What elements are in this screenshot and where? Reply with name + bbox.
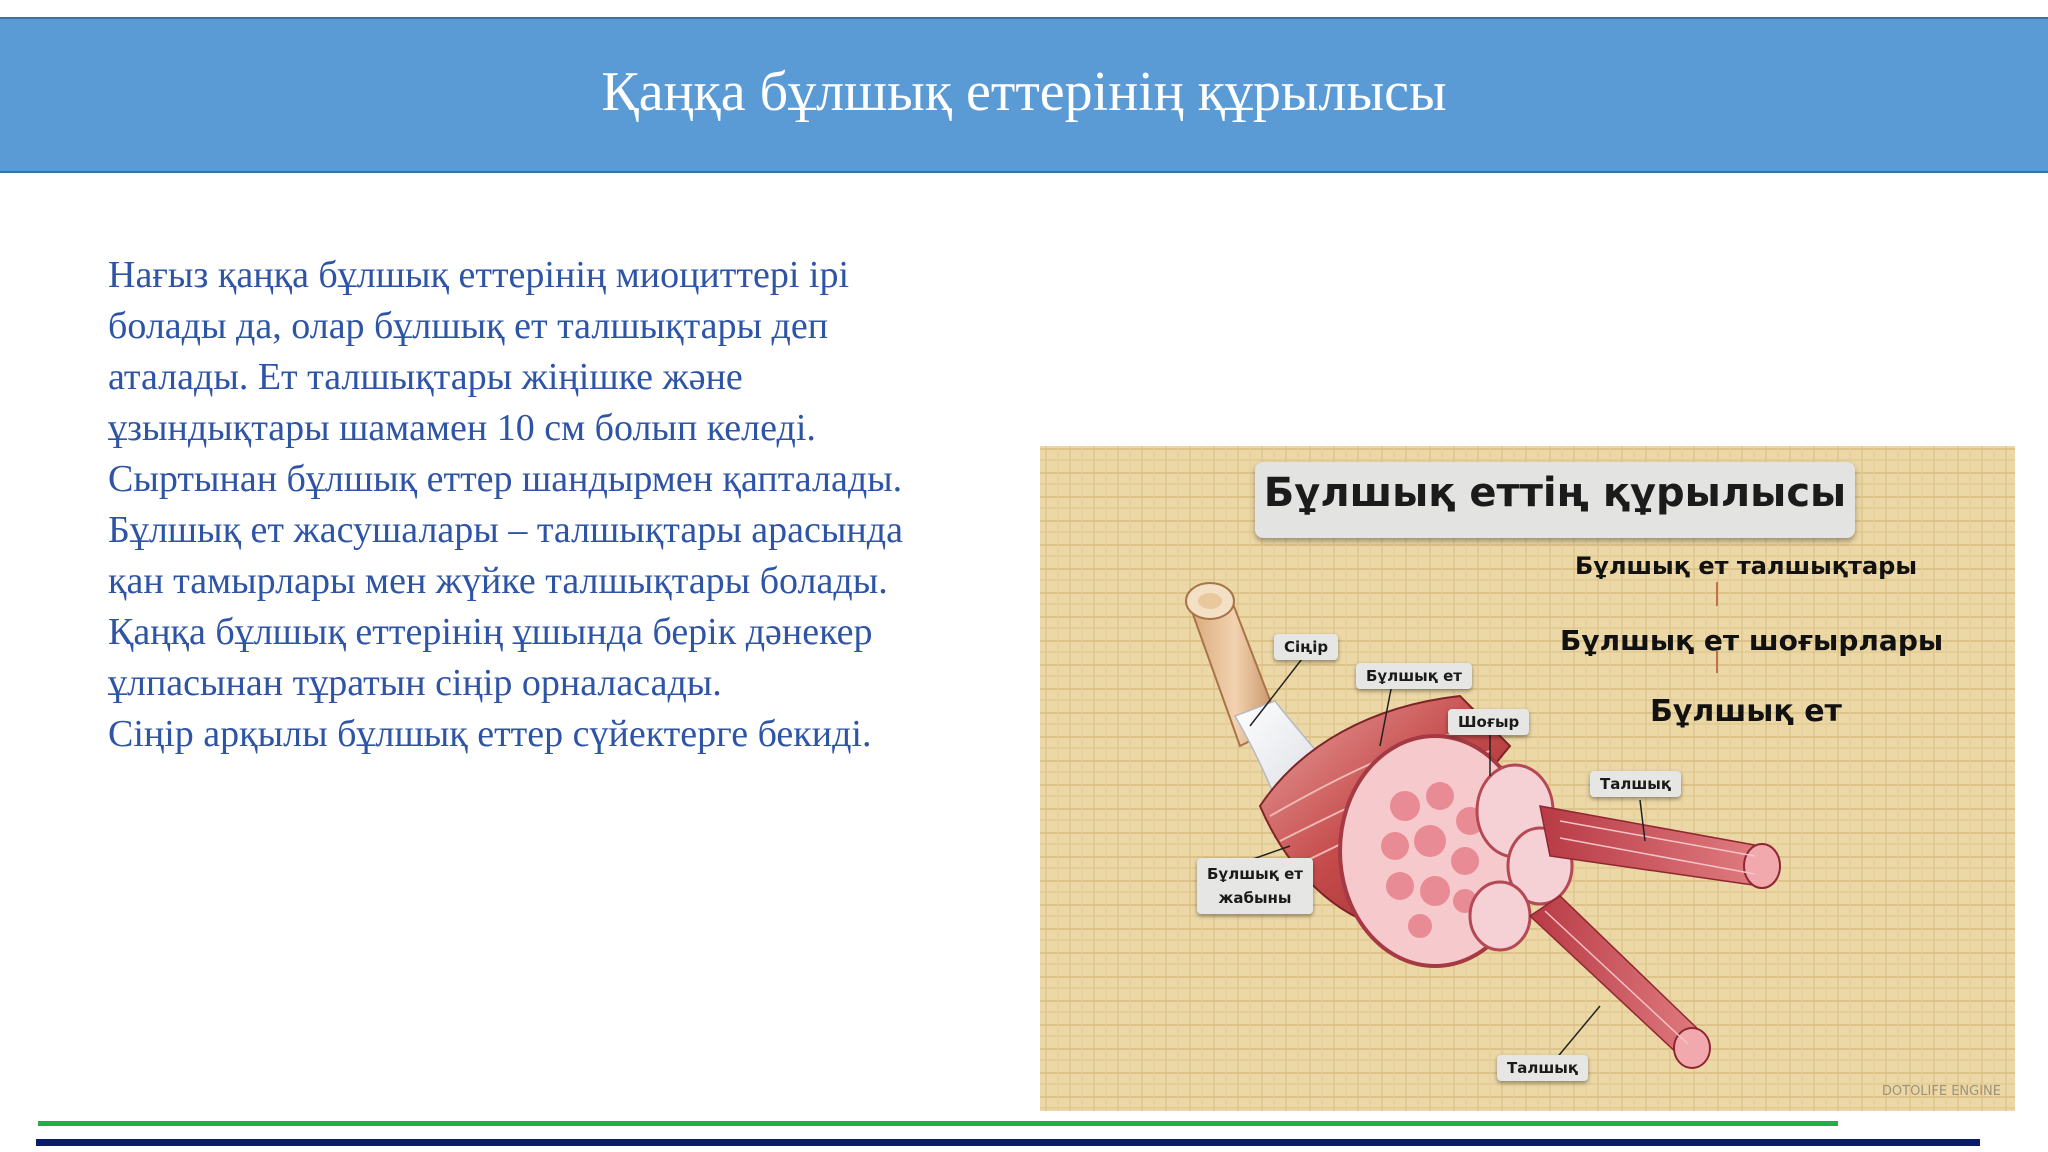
label-fiber-bottom: Талшық: [1497, 1055, 1588, 1081]
label-muscle: Бұлшық ет: [1356, 663, 1472, 689]
title-bar: [0, 17, 2048, 173]
hierarchy-muscle: Бұлшық ет: [1650, 694, 1842, 729]
muscle-structure-figure: [1040, 446, 2015, 1111]
label-bundle: Шоғыр: [1448, 709, 1529, 735]
body-line: Сыртынан бұлшық еттер шандырмен қапталады.: [108, 458, 903, 500]
figure-title-box: [1255, 462, 1855, 538]
watermark: DOTOLIFE ENGINE: [1881, 1084, 2001, 1099]
body-line: Бұлшық ет жасушалары – талшықтары арасында: [108, 509, 903, 551]
body-line: болады да, олар бұлшық ет талшықтары деп: [108, 305, 829, 347]
label-tendon: Сіңір: [1274, 634, 1338, 660]
hierarchy-fibers: Бұлшық ет талшықтары: [1575, 552, 1918, 580]
footer-line-green: [38, 1121, 1838, 1126]
muscle-illustration: [1040, 446, 2015, 1111]
body-line: аталады. Ет талшықтары жіңішке және: [108, 356, 743, 398]
body-line: Сіңір арқылы бұлшық еттер сүйектерге бекиді.: [108, 713, 872, 755]
label-fiber-top: Талшық: [1590, 771, 1681, 797]
body-line: қан тамырлары мен жүйке талшықтары болады.: [108, 560, 888, 602]
footer-line-navy: [36, 1139, 1980, 1146]
label-muscle-covering-line2: жабыны: [1218, 889, 1292, 907]
body-line: ұзындықтары шамамен 10 см болып келеді.: [108, 407, 816, 449]
body-paragraph: [108, 250, 1028, 760]
body-line: Қаңқа бұлшық еттерінің ұшында берік дәнекер: [108, 611, 873, 653]
body-line: ұлпасынан тұратын сіңір орналасады.: [108, 662, 722, 704]
figure-title: Бұлшық еттің құрылысы: [1263, 470, 1847, 516]
hierarchy-bundles: Бұлшық ет шоғырлары: [1560, 624, 1944, 657]
label-muscle-covering: [1197, 858, 1313, 914]
label-muscle-covering-line1: Бұлшық ет: [1207, 865, 1303, 883]
body-line: Нағыз қаңқа бұлшық еттерінің миоциттері ірі: [108, 254, 850, 296]
slide-title: Қаңқа бұлшық еттерінің құрылысы: [601, 61, 1447, 123]
